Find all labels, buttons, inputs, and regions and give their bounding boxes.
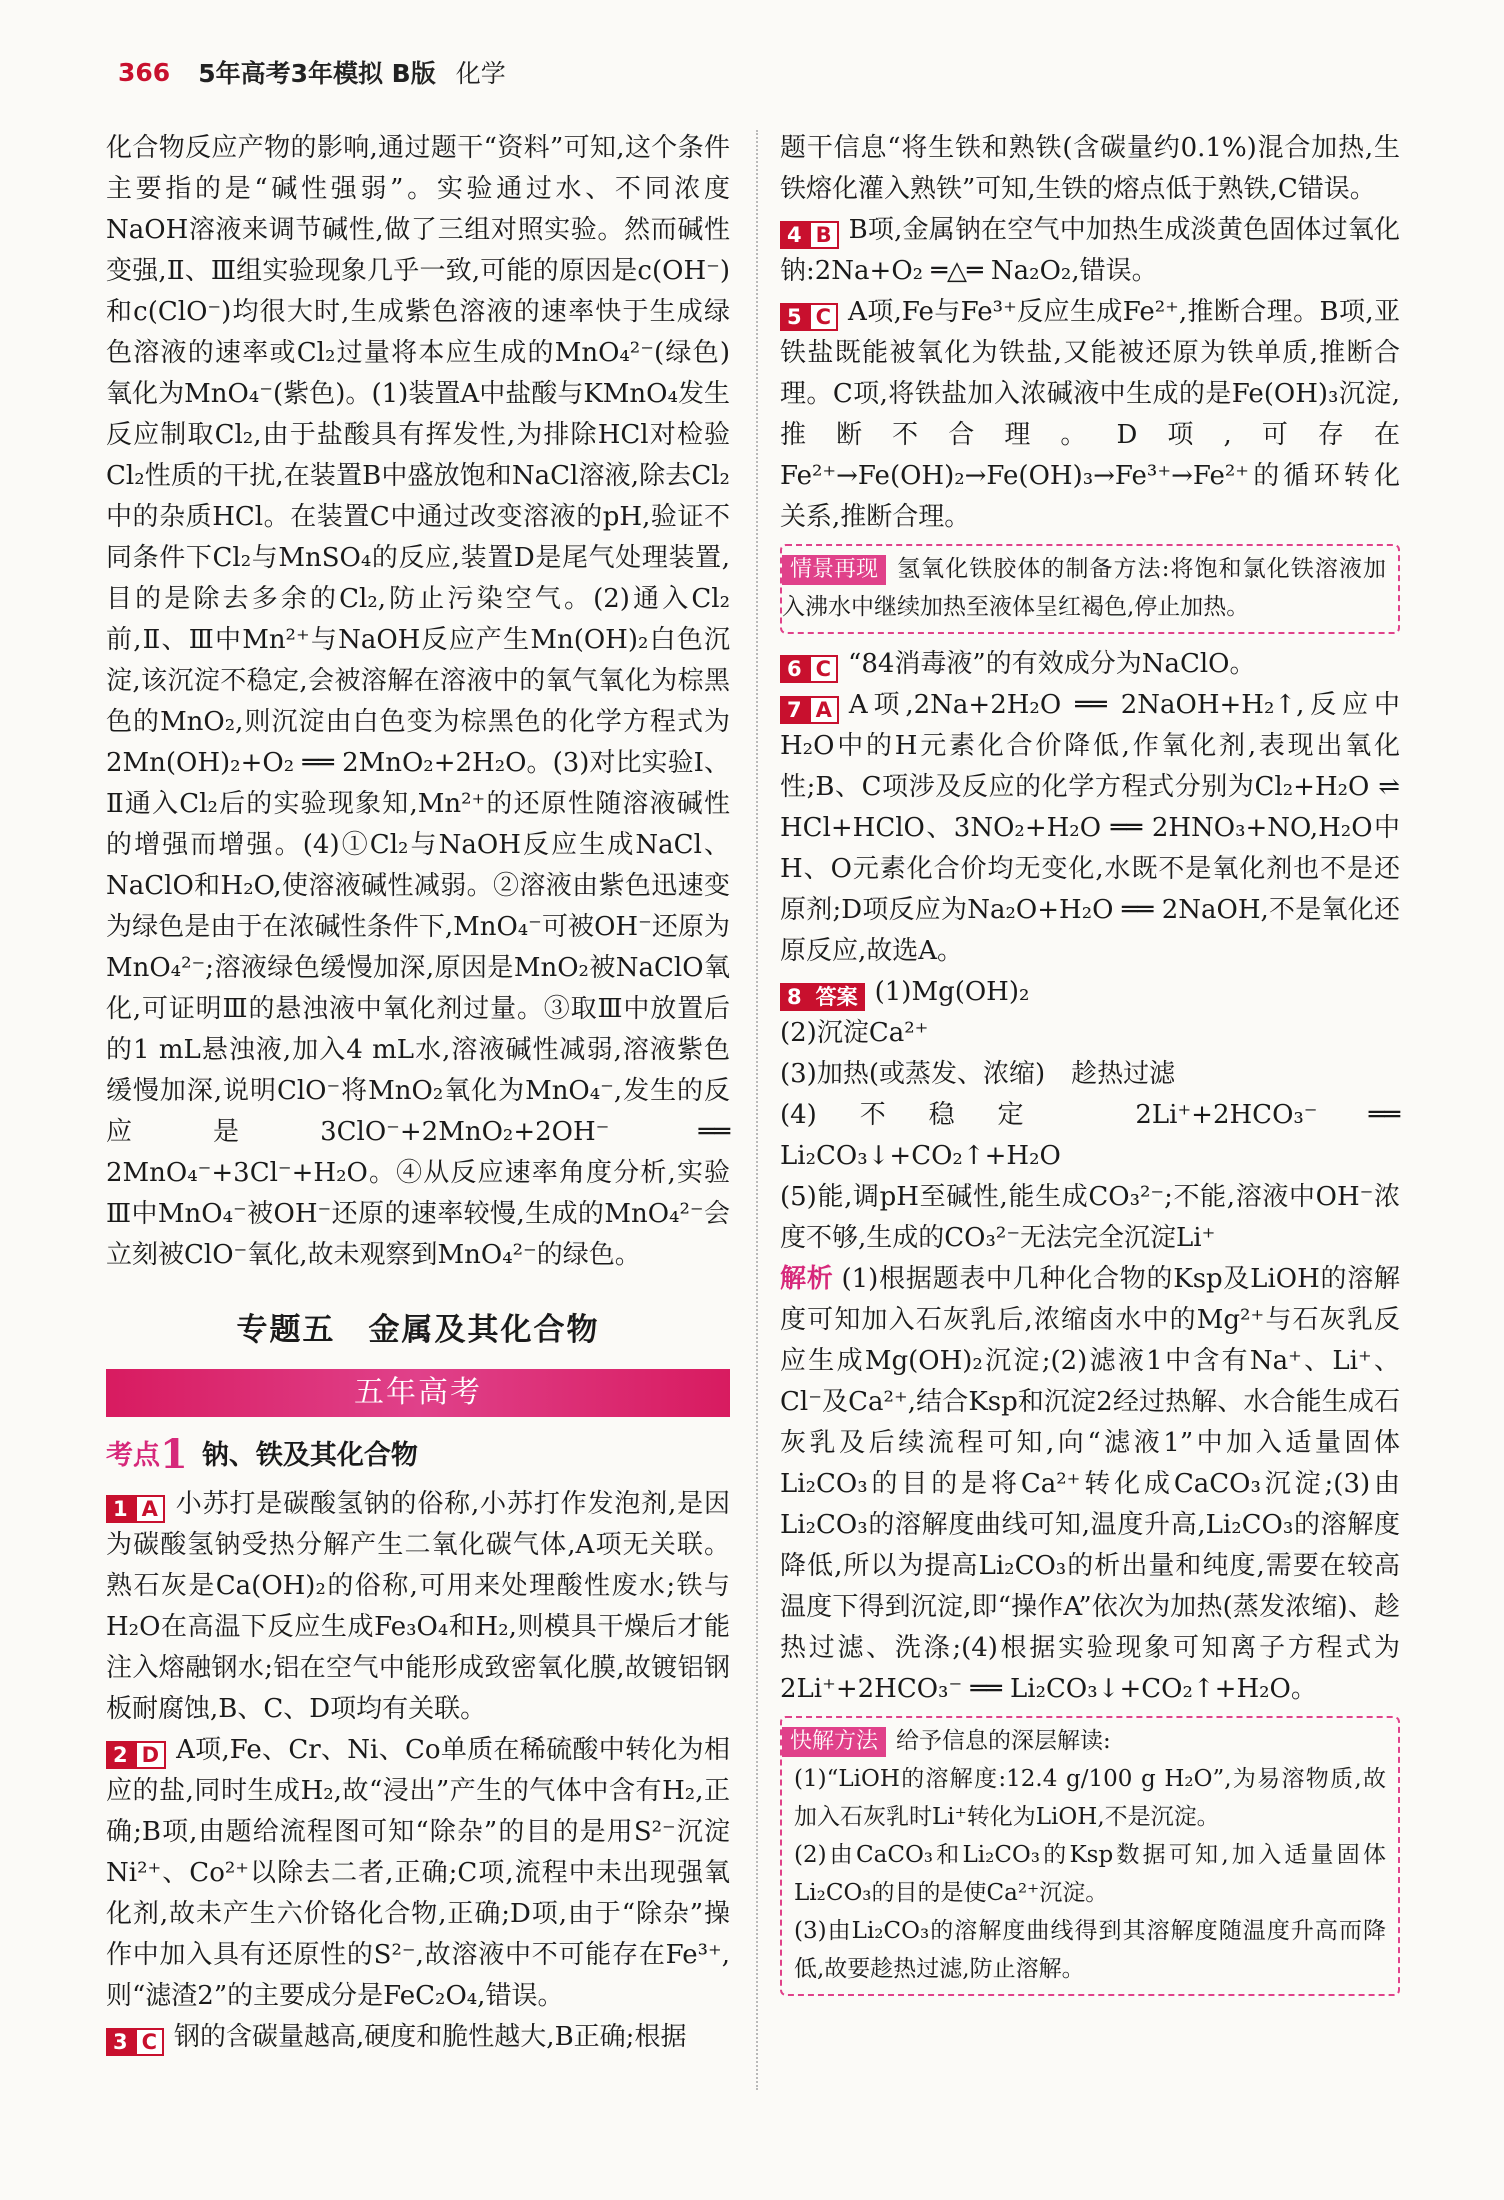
answer-badge: 7 A bbox=[780, 696, 839, 724]
answer-line: (2)沉淀Ca²⁺ bbox=[780, 1018, 929, 1048]
answer-badge: 2 D bbox=[106, 1741, 166, 1769]
scenario-note-box bbox=[780, 544, 1400, 634]
answer-badge: 5 C bbox=[780, 303, 838, 331]
explanation-text: (1)根据题表中几种化合物的Ksp及LiOH的溶解度可知加入石灰乳后,浓缩卤水中的Mg²⁺与石灰乳反应生成Mg(OH)₂沉淀;(2)滤液1中含有Na⁺、Li⁺、Cl⁻及Ca²⁺,结合Ksp和沉淀2经过热解、水合能生成石灰乳及后续流程可知,向“滤液1”中加入适量固体Li₂CO₃的目的是将Ca²⁺转化成CaCO₃沉淀;(3)由Li₂CO₃的溶解度曲线可知,温度升高,Li₂CO₃的溶解度降低,所以为提高Li₂CO₃的析出量和纯度,需要在较高温度下得到沉淀,即“操作A”依次为加热(蒸发浓缩)、趁热过滤、洗涤;(4)根据实验现象可知离子方程式为2Li⁺+2HCO₃⁻ ══ Li₂CO₃↓+CO₂↑+H₂O。 bbox=[780, 1264, 1400, 1704]
kaodian-number: 1 bbox=[160, 1431, 188, 1478]
note-tag: 情景再现 bbox=[782, 555, 886, 585]
answer-text: 钢的含碳量越高,硬度和脆性越大,B正确;根据 bbox=[174, 2022, 687, 2052]
note-tag: 快解方法 bbox=[782, 1727, 886, 1757]
kaodian-title: 钠、铁及其化合物 bbox=[201, 1440, 418, 1471]
answer-line: (3)加热(或蒸发、浓缩) 趁热过滤 bbox=[780, 1059, 1176, 1089]
answer-badge: 8 答案 bbox=[780, 983, 865, 1011]
note-line: (1)“LiOH的溶解度:12.4 g/100 g H₂O”,为易溶物质,故加入石灰乳时Li⁺转化为LiOH,不是沉淀。 bbox=[794, 1766, 1386, 1830]
quick-method-note-box bbox=[780, 1716, 1400, 1996]
topic-title: 专题五 金属及其化合物 bbox=[236, 1312, 600, 1348]
explanation bbox=[780, 1259, 1400, 1710]
answer-line: (5)能,调pH至碱性,能生成CO₃²⁻;不能,溶液中OH⁻浓度不够,生成的CO₃²⁻无法完全沉淀Li⁺ bbox=[780, 1182, 1400, 1253]
note-line: (3)由Li₂CO₃的溶解度曲线得到其溶解度随温度升高而降低,故要趁热过滤,防止溶解。 bbox=[794, 1918, 1386, 1982]
note-line: (2)由CaCO₃和Li₂CO₃的Ksp数据可知,加入适量固体Li₂CO₃的目的是使Ca²⁺沉淀。 bbox=[794, 1842, 1386, 1906]
page-number: 366 bbox=[118, 57, 171, 87]
answer-badge: 3 C bbox=[106, 2028, 164, 2056]
answer-item bbox=[780, 210, 1400, 292]
answer-badge: 6 C bbox=[780, 655, 838, 683]
book-title: 5年高考3年模拟 B版 bbox=[198, 59, 436, 88]
subject-label: 化学 bbox=[455, 59, 506, 88]
answer-text: 小苏打是碳酸氢钠的俗称,小苏打作发泡剂,是因为碳酸氢钠受热分解产生二氧化碳气体,A项无关联。熟石灰是Ca(OH)₂的俗称,可用来处理酸性废水;铁与H₂O在高温下反应生成Fe₃O₄和H₂,则模具干燥后才能注入熔融钢水;铝在空气中能形成致密氧化膜,故镀铝钢板耐腐蚀,B、C、D项均有关联。 bbox=[106, 1489, 730, 1724]
kaodian-heading bbox=[106, 1433, 730, 1478]
answer-item bbox=[106, 1730, 730, 2017]
answer-item bbox=[780, 292, 1400, 538]
paragraph-continued: 化合物反应产物的影响,通过题干“资料”可知,这个条件主要指的是“碱性强弱”。实验通过水、不同浓度NaOH溶液来调节碱性,做了三组对照实验。然而碱性变强,Ⅱ、Ⅲ组实验现象几乎一致,可能的原因是c(OH⁻)和c(ClO⁻)均很大时,生成紫色溶液的速率快于生成绿色溶液的速率或Cl₂过量将本应生成的MnO₄²⁻(绿色)氧化为MnO₄⁻(紫色)。(1)装置A中盐酸与KMnO₄发生反应制取Cl₂,由于盐酸具有挥发性,为排除HCl对检验Cl₂性质的干扰,在装置B中盛放饱和NaCl溶液,除去Cl₂中的杂质HCl。在装置C中通过改变溶液的pH,验证不同条件下Cl₂与MnSO₄的反应,装置D是尾气处理装置,目的是除去多余的Cl₂,防止污染空气。(2)通入Cl₂前,Ⅱ、Ⅲ中Mn²⁺与NaOH反应产生Mn(OH)₂白色沉淀,该沉淀不稳定,会被溶解在溶液中的氧气氧化为棕黑色的MnO₂,则沉淀由白色变为棕黑色的化学方程式为2Mn(OH)₂+O₂ ══ 2MnO₂+2H₂O。(3)对比实验Ⅰ、Ⅱ通入Cl₂后的实验现象知,Mn²⁺的还原性随溶液碱性的增强而增强。(4)①Cl₂与NaOH反应生成NaCl、NaClO和H₂O,使溶液碱性减弱。②溶液由紫色迅速变为绿色是由于在浓碱性条件下,MnO₄⁻可被OH⁻还原为MnO₄²⁻;溶液绿色缓慢加深,原因是MnO₂被NaClO氧化,可证明Ⅲ的悬浊液中氧化剂过量。③取Ⅲ中放置后的1 mL悬浊液,加入4 mL水,溶液碱性减弱,溶液紫色缓慢加深,说明ClO⁻将MnO₂氧化为MnO₄⁻,发生的反应是3ClO⁻+2MnO₂+2OH⁻ ══ 2MnO₄⁻+3Cl⁻+H₂O。④从反应速率角度分析,实验Ⅲ中MnO₄⁻被OH⁻还原的速率较慢,生成的MnO₄²⁻会立刻被ClO⁻氧化,故未观察到MnO₄²⁻的绿色。 bbox=[106, 133, 730, 1270]
answer-text: A项,2Na+2H₂O ══ 2NaOH+H₂↑,反应中H₂O中的H元素化合价降低,作氧化剂,表现出氧化性;B、C项涉及反应的化学方程式分别为Cl₂+H₂O ⇌ HCl+HClO、3NO₂+H₂O ══ 2HNO₃+NO,H₂O中H、O元素化合价均无变化,水既不是氧化剂也不是还原剂;D项反应为Na₂O+H₂O ══ 2NaOH,不是氧化还原反应,故选A。 bbox=[780, 690, 1400, 966]
explanation-label: 解析 bbox=[780, 1264, 834, 1294]
kaodian-label: 考点 bbox=[106, 1440, 160, 1471]
left-column bbox=[106, 128, 730, 2058]
column-divider bbox=[756, 130, 758, 2090]
answer-badge: 1 A bbox=[106, 1495, 165, 1523]
answer-text: “84消毒液”的有效成分为NaClO。 bbox=[848, 649, 1256, 679]
right-column bbox=[780, 128, 1400, 2006]
answer-item bbox=[106, 2017, 730, 2058]
answer-item bbox=[106, 1484, 730, 1730]
section-bar: 五年高考 bbox=[106, 1369, 730, 1417]
note-intro: 给予信息的深层解读: bbox=[896, 1728, 1111, 1754]
answer-text: B项,金属钠在空气中加热生成淡黄色固体过氧化钠:2Na+O₂ ═△═ Na₂O₂,错误。 bbox=[780, 215, 1400, 286]
answer-line: (4)不稳定 2Li⁺+2HCO₃⁻ ══ Li₂CO₃↓+CO₂↑+H₂O bbox=[780, 1100, 1400, 1171]
page-header bbox=[118, 52, 506, 92]
note-text: 氢氧化铁胶体的制备方法:将饱和氯化铁溶液加入沸水中继续加热至液体呈红褐色,停止加热。 bbox=[782, 556, 1386, 620]
answer-item bbox=[780, 644, 1400, 685]
answer-text: A项,Fe、Cr、Ni、Co单质在稀硫酸中转化为相应的盐,同时生成H₂,故“浸出”产生的气体中含有H₂,正确;B项,由题给流程图可知“除杂”的目的是用S²⁻沉淀Ni²⁺、Co²⁺以除去二者,正确;C项,流程中未出现强氧化剂,故未产生六价铬化合物,正确;D项,由于“除杂”操作中加入具有还原性的S²⁻,故溶液中不可能存在Fe³⁺,则“滤渣2”的主要成分是FeC₂O₄,错误。 bbox=[106, 1735, 730, 2011]
answer-item bbox=[780, 685, 1400, 972]
answer-badge: 4 B bbox=[780, 221, 839, 249]
answer-line: (1)Mg(OH)₂ bbox=[874, 977, 1030, 1007]
paragraph-continued: 题干信息“将生铁和熟铁(含碳量约0.1%)混合加热,生铁熔化灌入熟铁”可知,生铁的熔点低于熟铁,C错误。 bbox=[780, 133, 1400, 204]
answer-item bbox=[780, 972, 1400, 1013]
answer-text: A项,Fe与Fe³⁺反应生成Fe²⁺,推断合理。B项,亚铁盐既能被氧化为铁盐,又能被还原为铁单质,推断合理。C项,将铁盐加入浓碱液中生成的是Fe(OH)₃沉淀,推断不合理。D项,可存在Fe²⁺→Fe(OH)₂→Fe(OH)₃→Fe³⁺→Fe²⁺的循环转化关系,推断合理。 bbox=[780, 297, 1400, 532]
